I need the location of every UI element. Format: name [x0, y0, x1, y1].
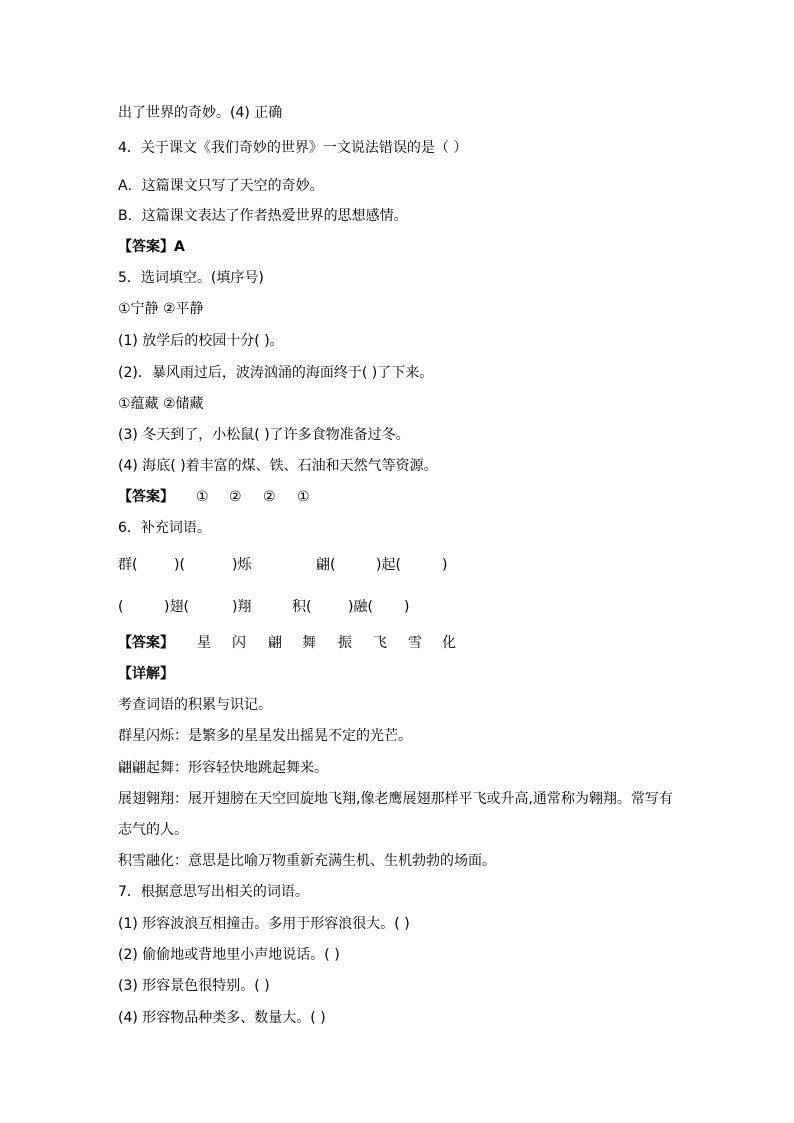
fill-segment: 积(: [292, 599, 312, 615]
definition-1: (1) 形容波浪互相撞击。多用于形容浪很大。( ): [118, 916, 410, 932]
option-b: B．这篇课文表达了作者热爱世界的思想感情。: [118, 208, 408, 224]
word-options-1: ①宁静 ②平静: [118, 301, 204, 317]
answer-value: ②: [263, 489, 276, 505]
fill-segment: 群(: [118, 557, 138, 573]
option-a: A．这篇课文只写了天空的奇妙。: [118, 178, 324, 194]
fill-segment: 翩(: [316, 557, 336, 573]
definition-4: (4) 形容物品种类多、数量大。( ): [118, 1010, 326, 1026]
answer-value: 舞: [302, 635, 316, 651]
fill-segment: )融(: [348, 599, 373, 615]
question-4: 4．关于课文《我们奇妙的世界》一文说法错误的是（ ）: [118, 140, 468, 156]
answer-value: ②: [229, 489, 242, 505]
detail-line: 志气的人。: [118, 822, 188, 838]
detail-line: 积雪融化：意思是比喻万物重新充满生机、生机勃勃的场面。: [118, 853, 496, 869]
answer-value: 雪: [408, 635, 422, 651]
detail-line: 考查词语的积累与识记。: [118, 697, 272, 713]
answer-value: 星: [197, 635, 211, 651]
detail-line: 群星闪烁：是繁多的星星发出摇晃不定的光芒。: [118, 728, 412, 744]
answer-value: ①: [297, 489, 310, 505]
sentence-4: (4) 海底( )着丰富的煤、铁、石油和天然气等资源。: [118, 458, 438, 474]
sentence-1: (1) 放学后的校园十分( )。: [118, 333, 284, 349]
answer-value: 飞: [373, 635, 387, 651]
fill-segment: )(: [174, 557, 185, 573]
detail-line: 展翅翱翔：展开翅膀在天空回旋地飞翔,像老鹰展翅那样平飞或升高,通常称为翱翔。常写有: [118, 791, 673, 807]
question-5: 5．选词填空。(填序号): [118, 270, 264, 286]
answer-label: 【答案】: [118, 635, 174, 651]
fill-segment: )起(: [376, 557, 401, 573]
detail-label: 【详解】: [118, 666, 174, 682]
sentence-2: (2)．暴风雨过后，波涛汹涌的海面终于( )了下来。: [118, 365, 434, 381]
text-line: 出了世界的奇妙。(4) 正确: [118, 105, 283, 121]
answer-value: 闪: [232, 635, 246, 651]
answer-value: 化: [442, 635, 456, 651]
answer-value: ①: [196, 489, 209, 505]
fill-segment: ): [442, 557, 448, 573]
question-7: 7．根据意思写出相关的词语。: [118, 884, 309, 900]
definition-3: (3) 形容景色很特别。( ): [118, 978, 270, 994]
answer-label: 【答案】: [118, 489, 174, 505]
detail-line: 翩翩起舞：形容轻快地跳起舞来。: [118, 760, 328, 776]
answer-value: 振: [338, 635, 352, 651]
fill-segment: ): [404, 599, 410, 615]
definition-2: (2) 偷偷地或背地里小声地说话。( ): [118, 947, 340, 963]
fill-segment: )翔: [232, 599, 252, 615]
fill-segment: )翅(: [164, 599, 189, 615]
word-options-2: ①蕴藏 ②储藏: [118, 396, 204, 412]
sentence-3: (3) 冬天到了，小松鼠( )了许多食物准备过冬。: [118, 427, 410, 443]
fill-segment: )烁: [232, 557, 252, 573]
answer-4: 【答案】A: [118, 239, 185, 255]
question-6: 6．补充词语。: [118, 520, 211, 536]
fill-segment: (: [118, 599, 124, 615]
answer-value: 翩: [268, 635, 282, 651]
